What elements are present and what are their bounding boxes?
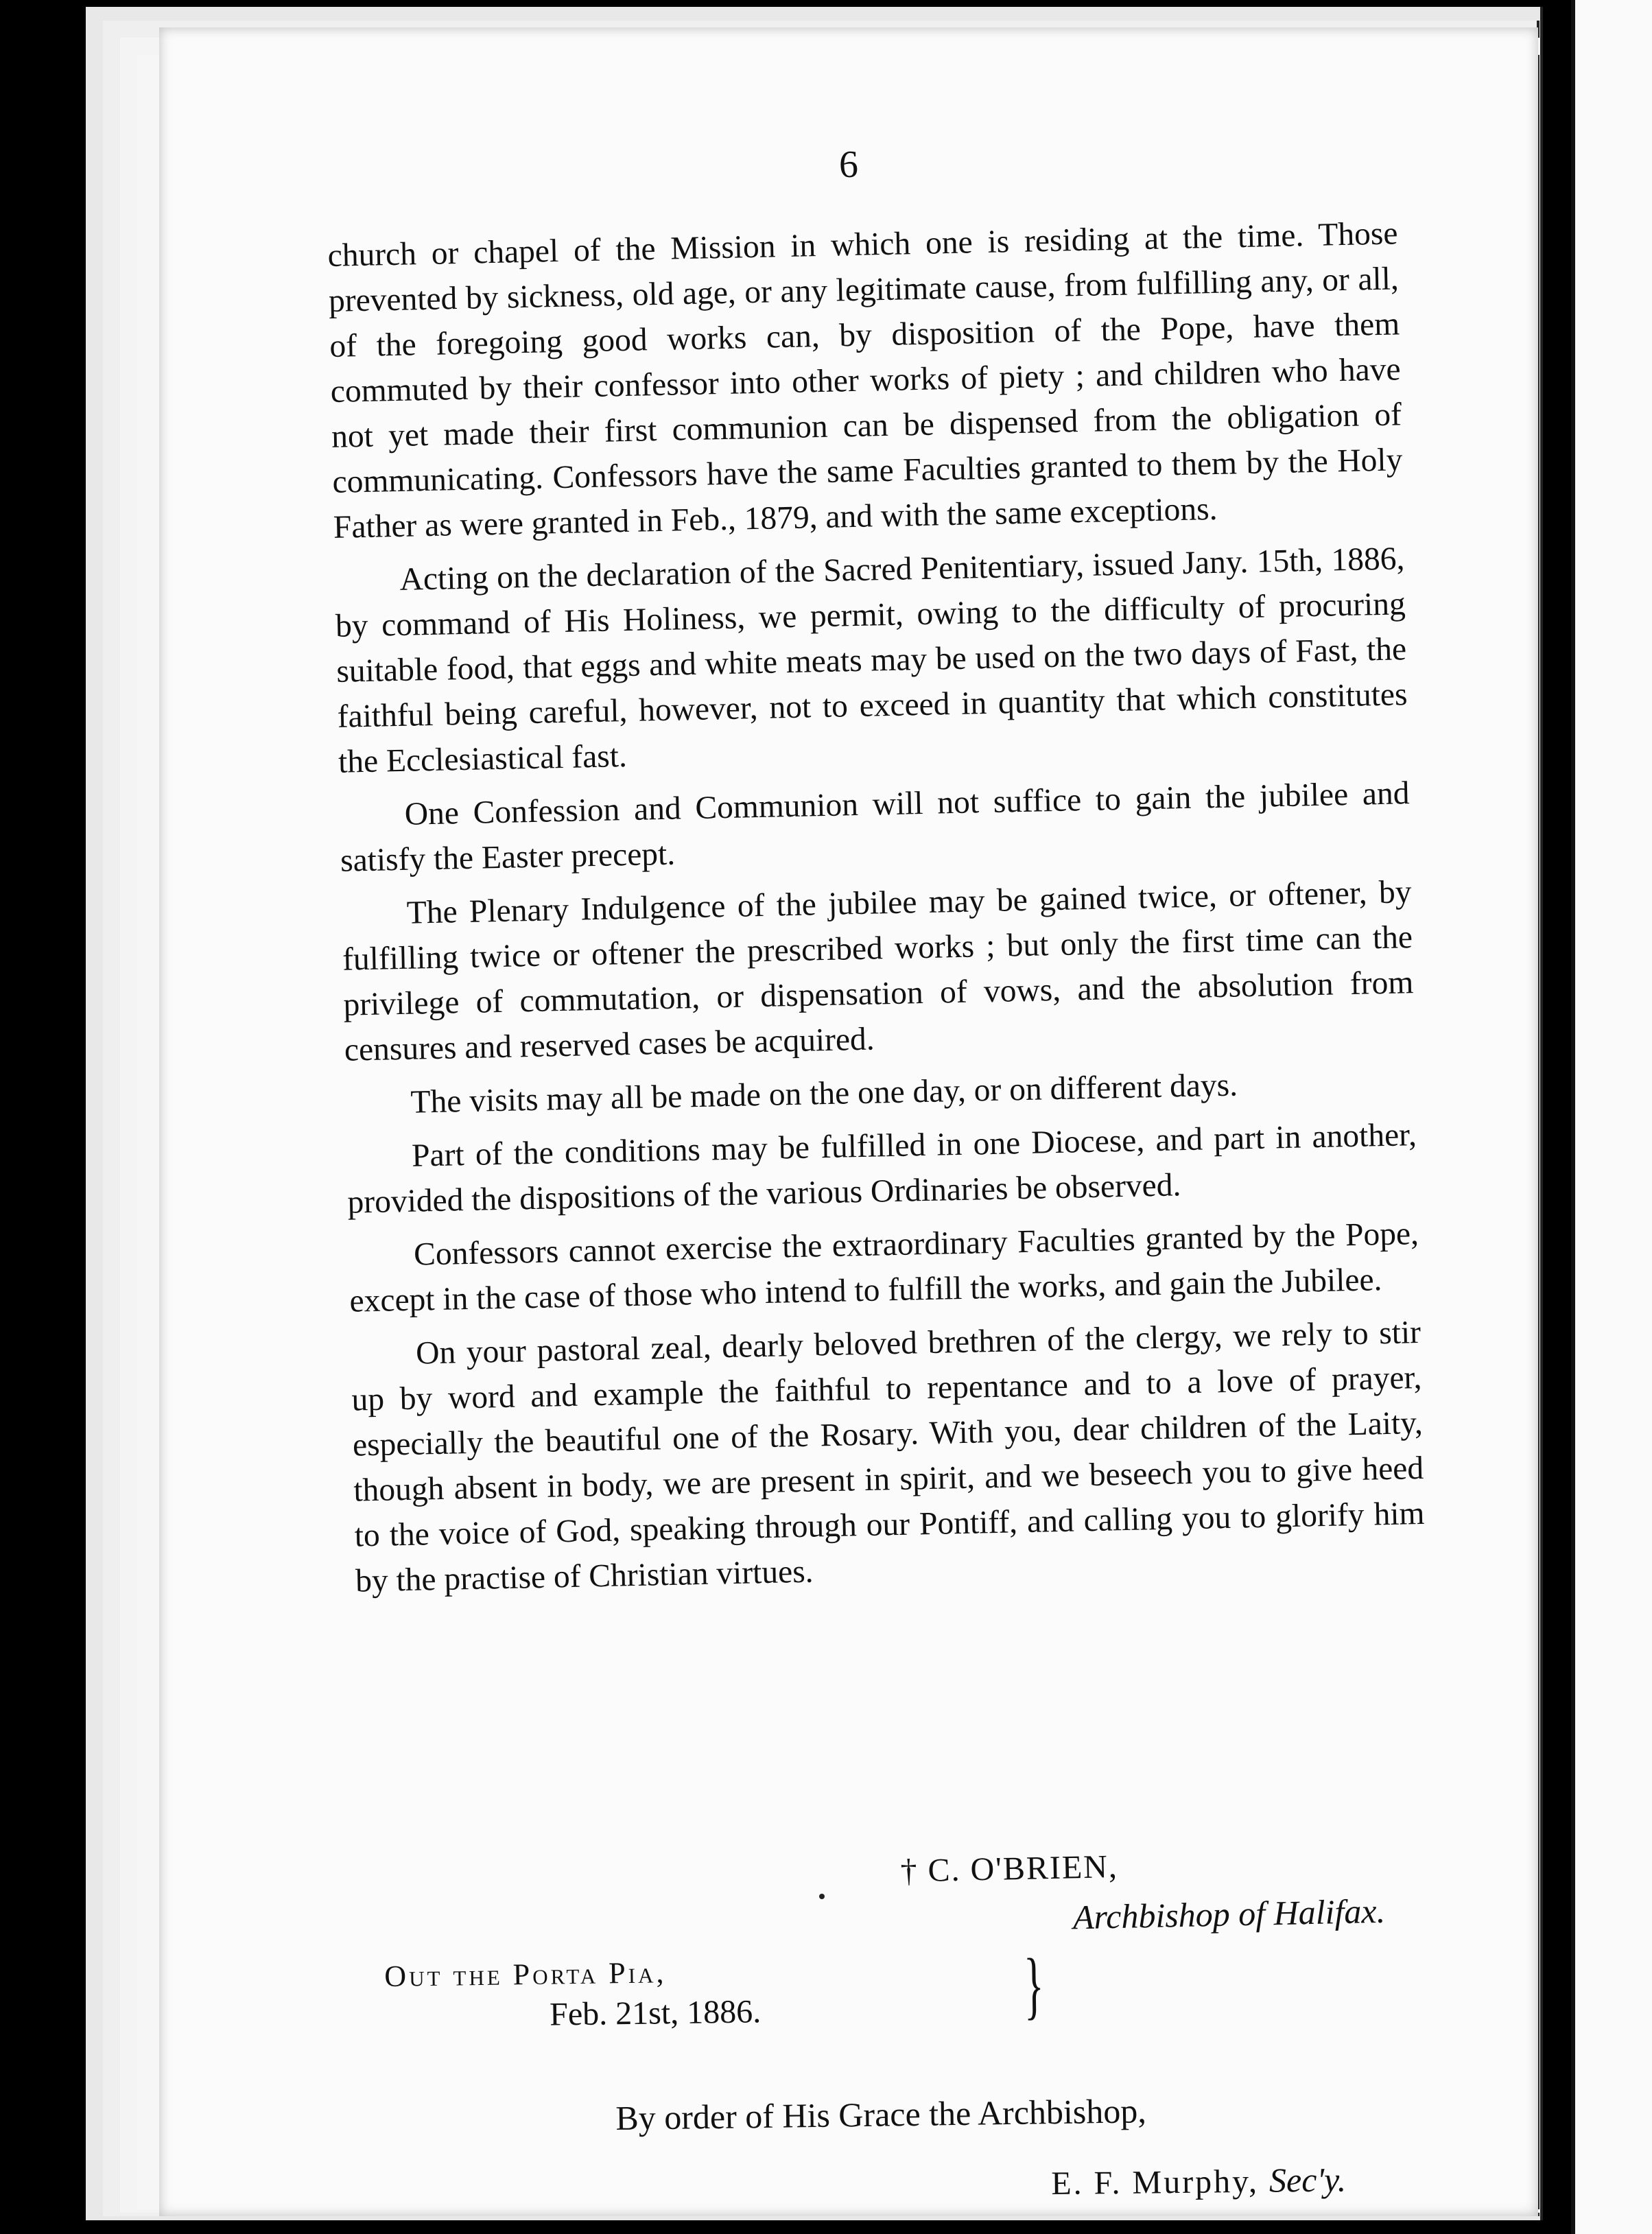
paragraph: The Plenary Indulgence of the jubilee may be gained twice, or oftener, by fulfilling twice or oftener the prescribed works ; but only the first time can the privilege of commutation, or dispensation of vows, and the absolution from censures and reserved cases be acquired. bbox=[342, 874, 1414, 1068]
document-page bbox=[159, 27, 1538, 2216]
adjacent-page-edge bbox=[1571, 0, 1652, 2234]
dateline-date: Feb. 21st, 1886. bbox=[549, 1993, 762, 2033]
page-number: 6 bbox=[839, 143, 858, 186]
paragraph: Confessors cannot exercise the extraordinary Faculties granted by the Pope, except in the case of those who intend to fulfill the works, and gain the Jubilee. bbox=[349, 1216, 1419, 1319]
secretary-signature bbox=[1051, 2160, 1346, 2202]
paragraph: One Confession and Communion will not suffice to gain the jubilee and satisfy the Easter precept. bbox=[340, 775, 1410, 879]
paragraph: Acting on the declaration of the Sacred Penitentiary, issued Jany. 15th, 1886, by command of His Holiness, we permit, owing to the difficulty of procuring suitable food, that eggs and white meats may be used on the two days of Fast, the faithful being careful, however, not to exceed in quantity that which constitutes the Ecclesiastical fast. bbox=[335, 541, 1408, 780]
dateline bbox=[384, 1942, 1140, 2036]
secretary-name: E. F. Murphy, bbox=[1051, 2163, 1260, 2202]
signatory-name: † C. O'BRIEN, bbox=[900, 1848, 1119, 1890]
dateline-place: Out the Porta Pia, bbox=[384, 1955, 667, 1993]
body-text bbox=[327, 211, 1426, 1612]
signature-block bbox=[886, 1839, 1506, 1941]
paragraph: Part of the conditions may be fulfilled in one Diocese, and part in another, provided the dispositions of the various Ordinaries be observed. bbox=[347, 1117, 1417, 1221]
order-line: By order of His Grace the Archbishop, bbox=[615, 2091, 1147, 2137]
paragraph: On your pastoral zeal, dearly beloved brethren of the clergy, we rely to stir up by word and example the faithful to repentance and to a love of prayer, especially the beautiful one of the Rosary. With you, dear children of the Laity, though absent in body, we are present in spirit, and we beseech you to give heed to the voice of God, speaking through our Pontiff, and calling you to glorify him by the practise of Christian virtues. bbox=[351, 1314, 1425, 1599]
paragraph: The visits may all be made on the one day, or on different days. bbox=[410, 1067, 1238, 1120]
paragraph: church or chapel of the Mission in which one is residing at the time. Those prevented by sickness, old age, or any legitimate cause, from fulfilling any, or all, of the foregoing good works can, by disposition of the Pope, have them commuted by their confessor into other works of piety ; and children who have not yet made their first communion can be dispensed from the obligation of communicating. Confessors have the same Faculties granted to them by the Holy Father as were granted in Feb., 1879, and with the same exceptions. bbox=[327, 215, 1403, 545]
brace-icon: } bbox=[1023, 1942, 1045, 2027]
signatory-title: Archbishop of Halifax. bbox=[1072, 1891, 1386, 1937]
print-speck bbox=[819, 1894, 825, 1899]
secretary-title: Sec'y. bbox=[1268, 2160, 1347, 2200]
